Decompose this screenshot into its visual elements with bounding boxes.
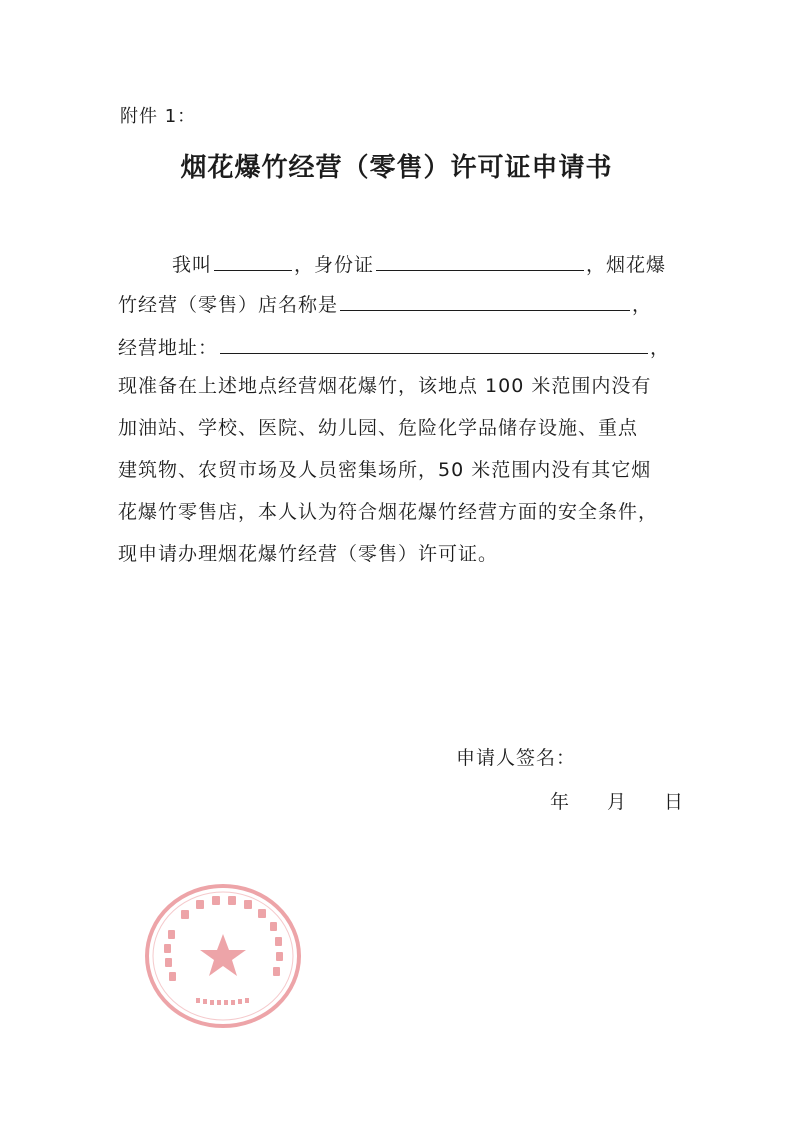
line2-suffix: ，	[632, 294, 653, 316]
body-line-6: 建筑物、农贸市场及人员密集场所，50 米范围内没有其它烟	[118, 459, 652, 481]
body-line-4: 现准备在上述地点经营烟花爆竹，该地点 100 米范围内没有	[118, 375, 652, 397]
body-line-7: 花爆竹零售店，本人认为符合烟花爆竹经营方面的安全条件，	[118, 501, 659, 523]
body-line-1	[172, 250, 666, 279]
store-name-blank[interactable]	[340, 290, 630, 311]
official-seal	[138, 876, 308, 1036]
address-prefix: 经营地址：	[118, 337, 219, 359]
line1-suffix: ，烟花爆	[586, 254, 667, 276]
id-prefix: ，身份证	[294, 254, 375, 276]
signature-label: 申请人签名：	[456, 747, 577, 769]
month-label: 月	[607, 791, 627, 813]
name-blank[interactable]	[214, 250, 292, 271]
year-label: 年	[550, 791, 570, 813]
document-title: 烟花爆竹经营（零售）许可证申请书	[180, 153, 613, 183]
store-name-prefix: 竹经营（零售）店名称是	[118, 294, 339, 316]
body-line-8: 现申请办理烟花爆竹经营（零售）许可证。	[118, 543, 499, 565]
day-label: 日	[664, 791, 684, 813]
date-line	[550, 788, 683, 816]
body-line-2	[118, 290, 652, 319]
id-number-blank[interactable]	[376, 250, 584, 271]
name-prefix: 我叫	[172, 254, 213, 276]
seal-serial-number	[196, 998, 249, 1005]
address-blank[interactable]	[220, 333, 648, 354]
line3-suffix: ，	[650, 337, 671, 359]
attachment-label: 附件 1：	[120, 106, 197, 127]
body-line-3	[118, 333, 670, 362]
body-line-5: 加油站、学校、医院、幼儿园、危险化学品储存设施、重点	[118, 417, 639, 439]
star-icon	[200, 934, 246, 976]
